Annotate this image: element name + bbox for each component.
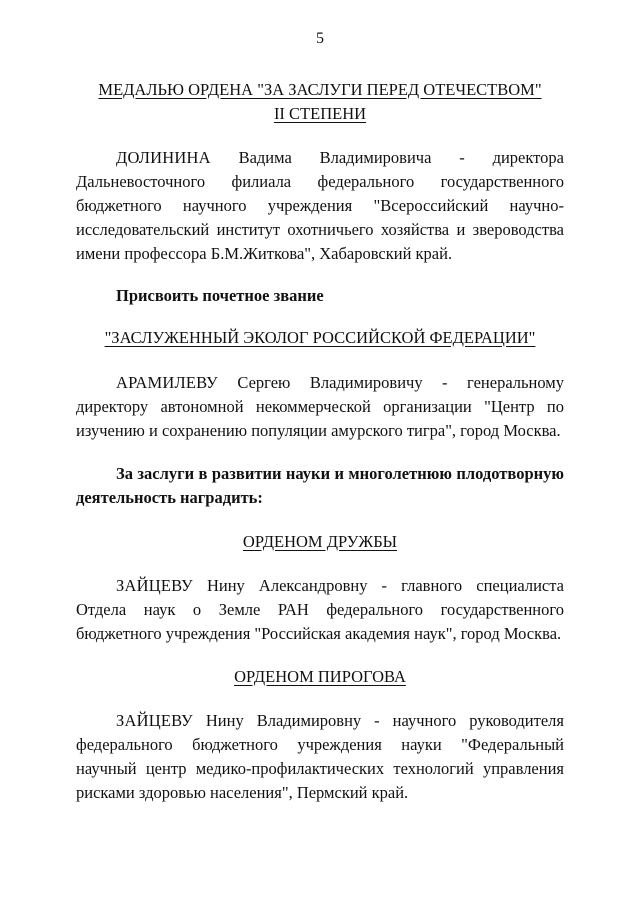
medal-recipient-paragraph: [76, 146, 564, 266]
recipient-name: ЗАЙЦЕВУ: [116, 576, 193, 595]
recipient-details: Сергею Владимировичу - генеральному директору автономной некоммерческой организации "Центр по изучению и сохранению популяции амурского тигра", город Москва.: [76, 373, 564, 440]
recipient-details: Нину Александровну - главного специалиста Отдела наук о Земле РАН федерального государственного бюджетного учреждения "Российская академия наук", город Москва.: [76, 576, 564, 643]
page-number: 5: [316, 30, 324, 47]
medal-heading-line1: МЕДАЛЬЮ ОРДЕНА "ЗА ЗАСЛУГИ ПЕРЕД ОТЕЧЕСТВОМ": [98, 80, 542, 99]
recipient-name: ДОЛИНИНА: [116, 148, 211, 167]
recipient-details: Вадима Владимировича - директора Дальневосточного филиала федерального государственного бюджетного научного учреждения "Всероссийский научно-исследовательский институт охотничьего хозяйства и звероводства имени профессора Б.М.Житкова", Хабаровский край.: [76, 148, 564, 263]
honorary-title-intro: Присвоить почетное звание: [116, 286, 324, 305]
science-award-intro: За заслуги в развитии науки и многолетнюю плодотворную деятельность наградить:: [76, 464, 564, 507]
pirogov-recipient-paragraph: [76, 709, 564, 805]
recipient-details: Нину Владимировну - научного руководителя федерального бюджетного учреждения науки "Федеральный научный центр медико-профилактических технологий управления рисками здоровью населения", Пермский край.: [76, 711, 564, 802]
pirogov-order-heading: ОРДЕНОМ ПИРОГОВА: [234, 667, 406, 686]
recipient-name: ЗАЙЦЕВУ: [116, 711, 193, 730]
medal-heading-line2: II СТЕПЕНИ: [273, 104, 367, 123]
honorary-title-heading: "ЗАСЛУЖЕННЫЙ ЭКОЛОГ РОССИЙСКОЙ ФЕДЕРАЦИИ": [104, 328, 536, 347]
medal-heading: [76, 78, 564, 126]
recipient-name: АРАМИЛЕВУ: [116, 373, 218, 392]
friendship-recipient-paragraph: [76, 574, 564, 646]
honorary-recipient-paragraph: [76, 371, 564, 443]
friendship-order-heading: ОРДЕНОМ ДРУЖБЫ: [242, 532, 398, 551]
